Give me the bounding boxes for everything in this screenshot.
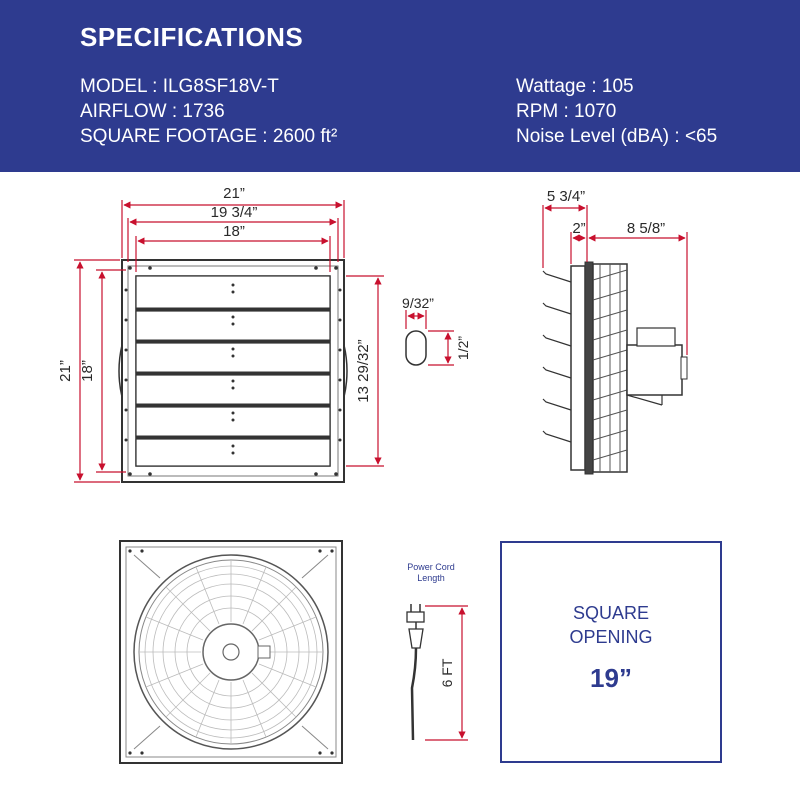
spec-model: MODEL : ILG8SF18V-T xyxy=(80,76,279,97)
spec-airflow: AIRFLOW : 1736 xyxy=(80,101,225,122)
mounting-slot-detail xyxy=(406,310,454,365)
rear-view-fan xyxy=(120,541,342,763)
square-opening-size: 19” xyxy=(590,663,632,693)
dim-side-depth-front: 2” xyxy=(572,220,586,237)
front-view-fan xyxy=(119,260,347,482)
spec-wattage: Wattage : 105 xyxy=(516,76,634,97)
page-title: SPECIFICATIONS xyxy=(80,22,304,52)
dim-front-height-louver: 13 29/32” xyxy=(355,339,372,403)
power-cord-plug-icon xyxy=(407,604,424,740)
dim-front-width-louver: 18” xyxy=(223,223,245,240)
dim-front-width-overall: 21” xyxy=(223,185,245,202)
dim-slot-height: 1/2” xyxy=(455,335,471,361)
dim-front-height-flange: 18” xyxy=(79,360,96,382)
spec-rpm: RPM : 1070 xyxy=(516,101,617,122)
dim-front-height-overall: 21” xyxy=(57,360,74,382)
spec-square-footage: SQUARE FOOTAGE : 2600 ft² xyxy=(80,126,338,147)
square-opening-label xyxy=(502,601,720,649)
dim-power-cord-length: 6 FT xyxy=(439,658,455,688)
square-opening-box xyxy=(500,541,722,763)
square-opening-line1: SQUARE xyxy=(572,603,650,623)
spec-noise-level: Noise Level (dBA) : <65 xyxy=(516,126,718,147)
square-opening-line2: OPENING xyxy=(569,627,653,647)
power-cord-label: Power Cord Length xyxy=(407,562,455,583)
dim-side-depth-rear: 8 5/8” xyxy=(626,220,666,237)
dim-slot-width: 9/32” xyxy=(402,295,434,311)
side-view-fan xyxy=(543,262,687,474)
dim-front-width-flange: 19 3/4” xyxy=(210,204,258,221)
dim-side-depth-total: 5 3/4” xyxy=(546,188,586,205)
